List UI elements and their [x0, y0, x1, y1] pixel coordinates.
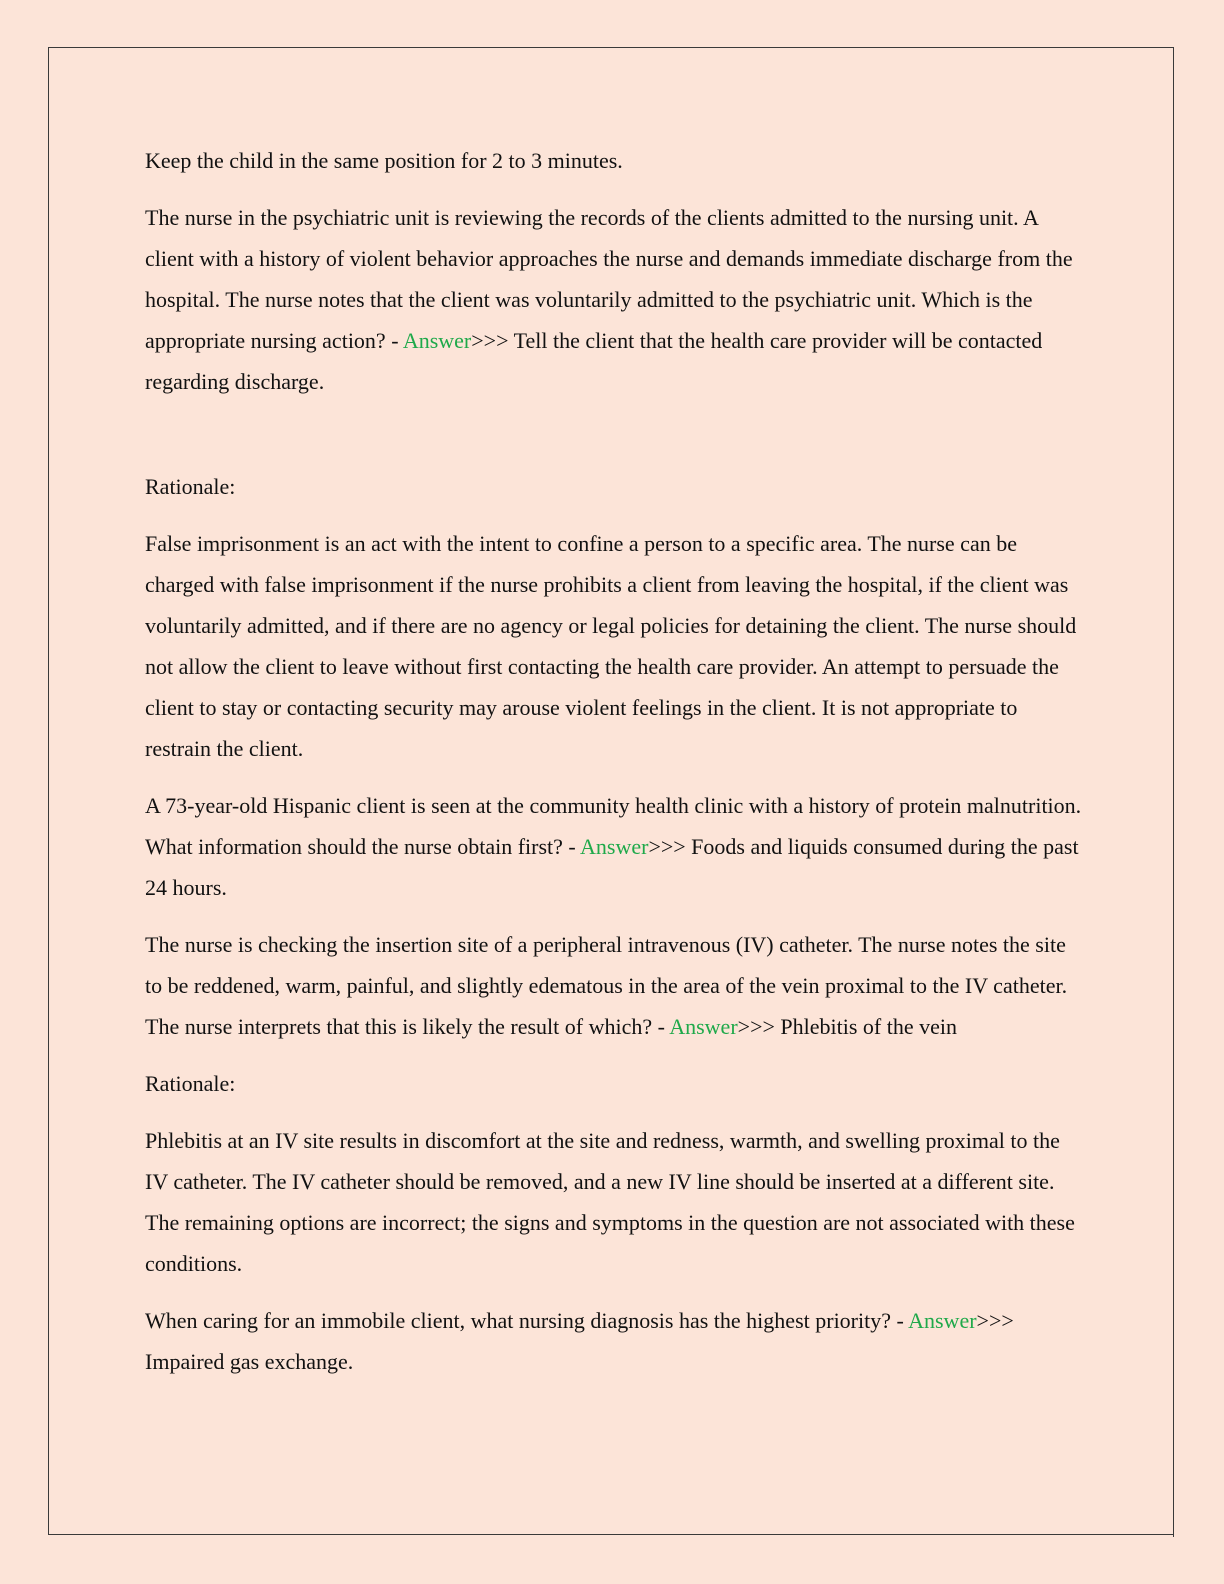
answer-text: >>> Impaired gas exchange.	[145, 1308, 1014, 1374]
paragraph-instruction: Keep the child in the same position for 2 to 3 minutes.	[145, 148, 623, 173]
rationale-phlebitis: Phlebitis at an IV site results in discomfort at the site and redness, warmth, and swelling proximal to the IV catheter. The IV catheter should be removed, and a new IV line should be inserted at a different site. The remaining options are incorrect; the signs and symptoms in the question are not associated with these conditions.	[145, 1128, 1075, 1276]
question-protein-malnutrition	[145, 785, 1085, 908]
rationale-false-imprisonment: False imprisonment is an act with the intent to confine a person to a specific area. The nurse can be charged with false imprisonment if the nurse prohibits a client from leaving the hospital, if the client was voluntarily admitted, and if there are no agency or legal policies for detaining the client. The nurse should not allow the client to leave without first contacting the health care provider. An attempt to persuade the client to stay or contacting security may arouse violent feelings in the client. It is not appropriate to restrain the client.	[145, 531, 1077, 761]
rationale-heading: Rationale:	[145, 1071, 236, 1096]
answer-text: >>> Tell the client that the health care provider will be contacted regarding discharge.	[145, 328, 1043, 394]
blank-gap	[145, 418, 1085, 466]
page-border-edge	[1173, 47, 1174, 1537]
question-text: The nurse in the psychiatric unit is reviewing the records of the clients admitted to the nursing unit. A client with a history of violent behavior approaches the nurse and demands immediate discharge from the hospital. The nurse notes that the client was voluntarily admitted to the psychiatric unit. Which is the appropriate nursing action? -	[145, 205, 1073, 353]
answer-label: Answer	[908, 1308, 977, 1333]
answer-text: >>> Foods and liquids consumed during the past 24 hours.	[145, 834, 1079, 900]
answer-label: Answer	[669, 1014, 738, 1039]
question-iv-site	[145, 924, 1085, 1047]
question-immobile-client	[145, 1300, 1085, 1382]
question-psychiatric-discharge	[145, 197, 1085, 402]
question-text: A 73-year-old Hispanic client is seen at the community health clinic with a history of protein malnutrition. What information should the nurse obtain first? -	[145, 793, 1082, 859]
rationale-heading: Rationale:	[145, 474, 236, 499]
answer-text: >>> Phlebitis of the vein	[737, 1014, 957, 1039]
document-body	[145, 140, 1085, 1398]
question-text: When caring for an immobile client, what nursing diagnosis has the highest priority? -	[145, 1308, 909, 1333]
answer-label: Answer	[580, 834, 649, 859]
answer-label: Answer	[402, 328, 472, 353]
question-text: The nurse is checking the insertion site of a peripheral intravenous (IV) catheter. The nurse notes the site to be reddened, warm, painful, and slightly edematous in the area of the vein proximal to the IV catheter. The nurse interprets that this is likely the result of which? -	[145, 932, 1068, 1039]
